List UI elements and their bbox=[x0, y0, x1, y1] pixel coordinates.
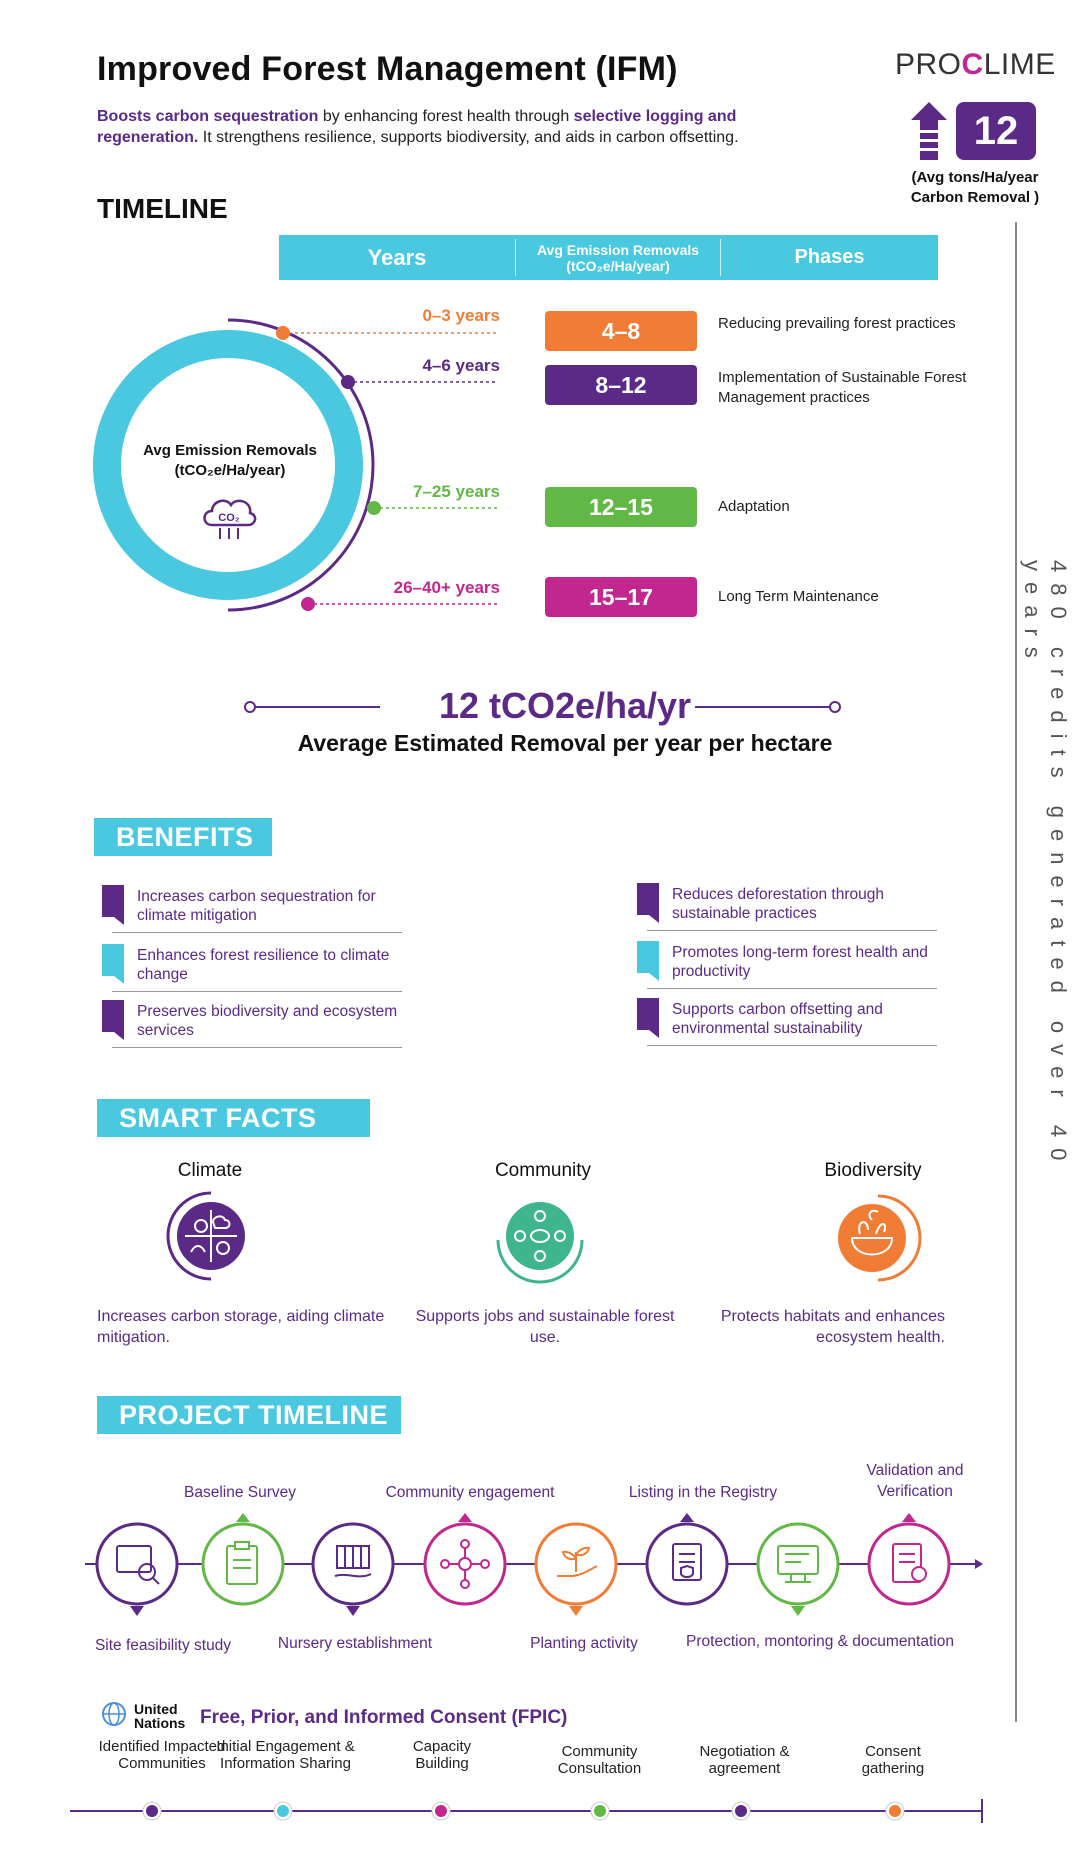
planting-hand-icon bbox=[536, 1524, 616, 1616]
benefit-item: Reduces deforestation through sustainable practices bbox=[637, 883, 947, 931]
fpic-step-label: Identified Impacted Communities bbox=[98, 1738, 226, 1772]
timeline-step-label: Community engagement bbox=[385, 1484, 555, 1501]
fpic-step-label: Initial Engagement & Information Sharing bbox=[216, 1738, 355, 1772]
fpic-step-label: Negotiation & agreement bbox=[699, 1743, 790, 1777]
timeline-step-label: Baseline Survey bbox=[183, 1484, 296, 1501]
benefit-item: Supports carbon offsetting and environmental sustainability bbox=[637, 998, 947, 1046]
carbon-removal-badge: 12 bbox=[956, 102, 1036, 160]
fact-title: Biodiversity bbox=[824, 1160, 922, 1181]
phase-label: Reducing prevailing forest practices bbox=[718, 315, 956, 332]
years-label: 7–25 years bbox=[413, 482, 500, 501]
benefit-item: Increases carbon sequestration for climate mitigation bbox=[102, 885, 412, 933]
community-network-icon bbox=[425, 1513, 505, 1604]
un-wordmark: United Nations bbox=[134, 1701, 186, 1731]
climate-icon bbox=[165, 1190, 257, 1282]
removal-value-pill: 12–15 bbox=[545, 487, 697, 527]
project-timeline-graphic bbox=[85, 1510, 985, 1640]
timeline-step-label: Validation and Verification bbox=[866, 1462, 964, 1500]
timeline-step-label: Nursery establishment bbox=[277, 1635, 433, 1652]
phases-column-header: Phases bbox=[794, 246, 865, 268]
badge-caption: (Avg tons/Ha/year Carbon Removal ) bbox=[910, 169, 1040, 206]
fpic-step-dot bbox=[274, 1802, 292, 1820]
clipboard-icon bbox=[203, 1513, 283, 1604]
phase-label: Adaptation bbox=[718, 498, 790, 515]
fact-title: Community bbox=[494, 1160, 592, 1181]
monitoring-icon bbox=[758, 1524, 838, 1616]
benefit-item: Enhances forest resilience to climate change bbox=[102, 944, 412, 992]
timeline-heading: TIMELINE bbox=[97, 193, 228, 224]
ring-label: Avg Emission Removals (tCO₂e/Ha/year) bbox=[143, 442, 317, 479]
fpic-step-dot bbox=[732, 1802, 750, 1820]
verification-icon bbox=[869, 1513, 949, 1604]
timeline-dot bbox=[301, 597, 315, 611]
removal-value-pill: 8–12 bbox=[545, 365, 697, 405]
registry-icon bbox=[647, 1513, 727, 1604]
smart-facts-heading: SMART FACTS bbox=[97, 1099, 370, 1137]
removals-column-header: Avg Emission Removals (tCO₂e/Ha/year) bbox=[536, 241, 700, 274]
timeline-step-label: Protection, montoring & documentation bbox=[686, 1633, 954, 1650]
benefits-heading: BENEFITS bbox=[94, 818, 272, 856]
community-icon bbox=[490, 1190, 590, 1290]
credits-side-text: 480 credits generated over 40 years bbox=[1020, 560, 1071, 1172]
page-title: Improved Forest Management (IFM) bbox=[97, 50, 678, 88]
intro-text: Boosts carbon sequestration by enhancing forest health through selective logging and regeneration. It strengthens resilience, supports biodiversity, and aids in carbon offsetting. bbox=[97, 108, 739, 146]
nursery-icon bbox=[313, 1524, 393, 1616]
fact-text: Supports jobs and sustainable forest use. bbox=[415, 1308, 675, 1346]
co2-label: CO₂ bbox=[218, 512, 240, 524]
timeline-step-label: Planting activity bbox=[530, 1635, 638, 1652]
benefit-item: Promotes long-term forest health and productivity bbox=[637, 941, 947, 989]
timeline-table-header bbox=[279, 235, 938, 280]
removal-value-pill: 15–17 bbox=[545, 577, 697, 617]
average-removal-label: Average Estimated Removal per year per hectare bbox=[297, 730, 833, 756]
co2-cloud-icon bbox=[198, 493, 260, 543]
years-label: 0–3 years bbox=[422, 306, 500, 325]
fpic-step-dot bbox=[143, 1802, 161, 1820]
fact-text: Increases carbon storage, aiding climate mitigation. bbox=[97, 1308, 385, 1346]
un-emblem-icon bbox=[97, 1701, 131, 1727]
fpic-step-label: Community Consultation bbox=[557, 1743, 642, 1777]
removal-value-pill: 4–8 bbox=[545, 311, 697, 351]
timeline-dot bbox=[367, 501, 381, 515]
timeline-dot bbox=[276, 326, 290, 340]
timeline-step-label: Site feasibility study bbox=[94, 1637, 232, 1654]
timeline-dot bbox=[341, 375, 355, 389]
average-removal-value: 12 tCO2e/ha/yr bbox=[438, 685, 692, 726]
proclime-logo: PROCLIME bbox=[895, 48, 1056, 81]
up-arrow-icon bbox=[911, 102, 947, 160]
site-study-icon bbox=[97, 1524, 177, 1616]
biodiversity-icon bbox=[828, 1190, 928, 1290]
timeline-step-label: Listing in the Registry bbox=[628, 1484, 778, 1501]
fpic-step-dot bbox=[591, 1802, 609, 1820]
years-label: 26–40+ years bbox=[393, 578, 500, 597]
fpic-timeline-line bbox=[70, 1796, 990, 1826]
phase-label: Implementation of Sustainable Forest Management practices bbox=[718, 369, 967, 406]
benefit-item: Preserves biodiversity and ecosystem services bbox=[102, 1000, 412, 1048]
fpic-step-dot bbox=[886, 1802, 904, 1820]
phase-label: Long Term Maintenance bbox=[718, 588, 879, 605]
years-label: 4–6 years bbox=[422, 356, 500, 375]
project-timeline-heading: PROJECT TIMELINE bbox=[97, 1396, 401, 1434]
fpic-step-dot bbox=[432, 1802, 450, 1820]
fpic-step-label: Consent gathering bbox=[861, 1743, 925, 1777]
fpic-step-label: Capacity Building bbox=[412, 1738, 472, 1772]
fact-text: Protects habitats and enhances ecosystem health. bbox=[720, 1308, 945, 1346]
fact-title: Climate bbox=[177, 1160, 243, 1181]
years-column-header: Years bbox=[367, 244, 427, 270]
fpic-title: Free, Prior, and Informed Consent (FPIC) bbox=[200, 1707, 568, 1728]
